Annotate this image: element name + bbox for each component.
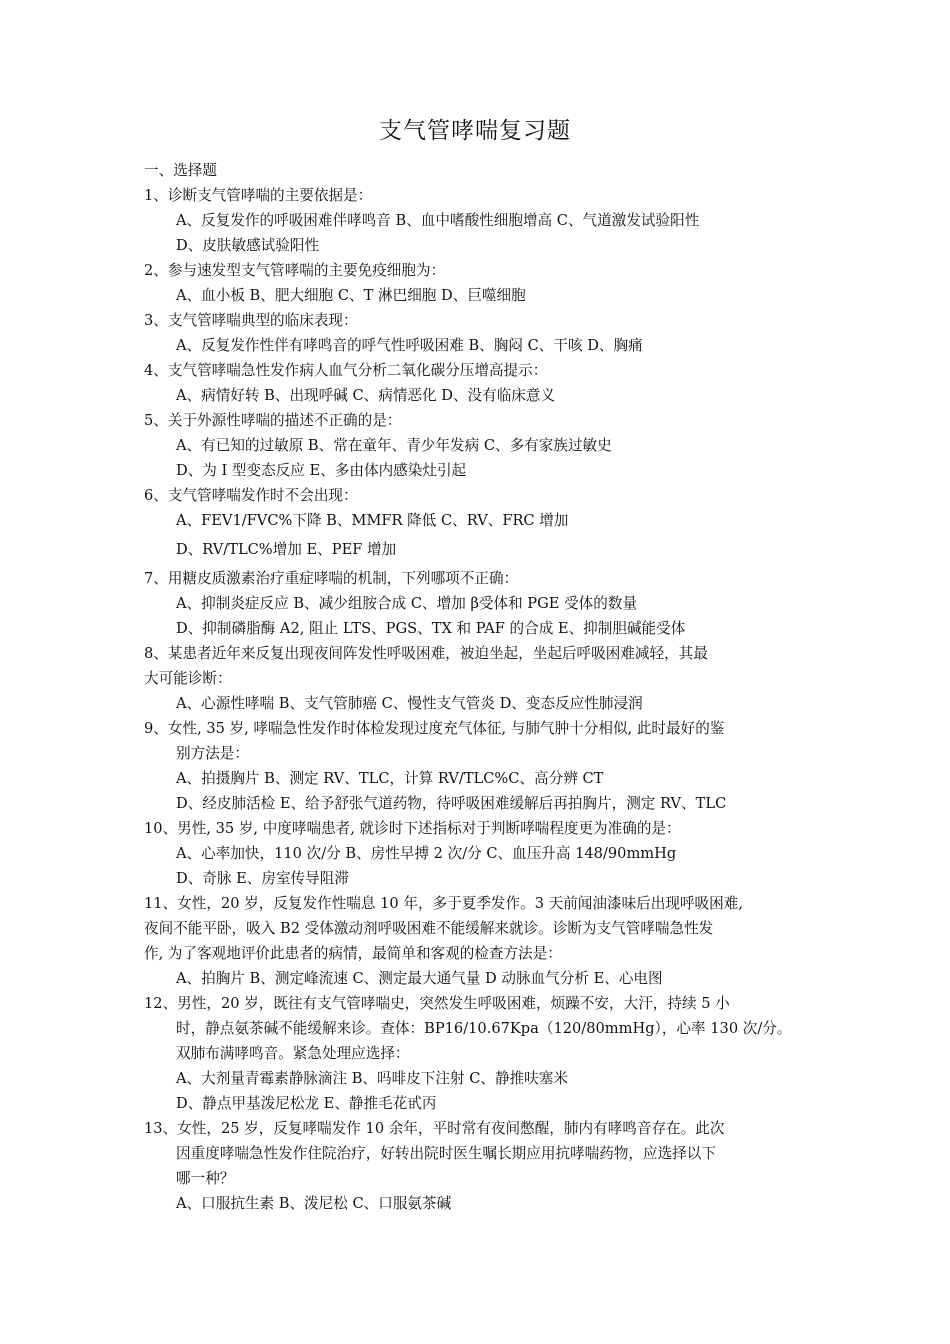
question-5: 5、关于外源性哮喘的描述不正确的是： — [144, 412, 402, 429]
question-5-options-b: D、为 I 型变态反应 E、多由体内感染灶引起 — [176, 462, 467, 479]
question-12-line-1: 12、男性，20 岁，既往有支气管哮喘史，突然发生呼吸困难，烦躁不安，大汗，持续 5 小 — [144, 995, 730, 1012]
question-5-options-a: A、有已知的过敏原 B、常在童年、青少年发病 C、多有家族过敏史 — [176, 437, 612, 454]
question-13-line-3: 哪一种？ — [176, 1170, 235, 1187]
question-3: 3、支气管哮喘典型的临床表现： — [144, 312, 358, 329]
question-10-options-b: D、奇脉 E、房室传导阻滞 — [176, 870, 349, 887]
question-8-options: A、心源性哮喘 B、支气管肺癌 C、慢性支气管炎 D、变态反应性肺浸润 — [176, 695, 643, 712]
question-7: 7、用糖皮质激素治疗重症哮喘的机制，下列哪项不正确： — [144, 570, 519, 587]
question-10: 10、男性, 35 岁, 中度哮喘患者, 就诊时下述指标对于判断哮喘程度更为准确的是： — [144, 820, 681, 837]
question-6: 6、支气管哮喘发作时不会出现： — [144, 487, 358, 504]
question-13-line-1: 13、女性，25 岁，反复哮喘发作 10 余年，平时常有夜间憋醒，肺内有哮鸣音存在。此次 — [144, 1120, 725, 1137]
question-6-options-a: A、FEV1/FVC%下降 B、MMFR 降低 C、RV、FRC 增加 — [176, 512, 569, 529]
question-9-line-1: 9、女性, 35 岁, 哮喘急性发作时体检发现过度充气体征, 与肺气肿十分相似, 此时最好的鉴 — [144, 720, 725, 737]
question-list — [144, 158, 814, 1216]
question-1-options-b: D、皮肤敏感试验阳性 — [176, 237, 320, 254]
question-4: 4、支气管哮喘急性发作病人血气分析二氧化碳分压增高提示： — [144, 362, 548, 379]
question-7-options-a: A、抑制炎症反应 B、减少组胺合成 C、增加 β受体和 PGE 受体的数量 — [176, 595, 638, 612]
document-title: 支气管哮喘复习题 — [379, 118, 571, 144]
question-11-line-3: 作, 为了客观地评价此患者的病情，最简单和客观的检查方法是： — [144, 945, 562, 962]
question-11-line-1: 11、女性，20 岁，反复发作性喘息 10 年，多于夏季发作。3 天前闻油漆味后出现呼吸困难, — [144, 895, 743, 912]
question-8-line-1: 8、某患者近年来反复出现夜间阵发性呼吸困难，被迫坐起，坐起后呼吸困难减轻，其最 — [144, 645, 708, 662]
section-heading: 一、选择题 — [144, 162, 217, 179]
question-7-options-b: D、抑制磷脂酶 A2, 阻止 LTS、PGS、TX 和 PAF 的合成 E、抑制胆碱能受体 — [176, 620, 686, 637]
question-12-line-2: 时，静点氨茶碱不能缓解来诊。查体：BP16/10.67Kpa（120/80mmHg），心率 130 次/分。 — [176, 1020, 792, 1037]
question-11-options: A、拍胸片 B、测定峰流速 C、测定最大通气量 D 动脉血气分析 E、心电图 — [176, 970, 663, 987]
question-12-options-a: A、大剂量青霉素静脉滴注 B、吗啡皮下注射 C、静推呋塞米 — [176, 1070, 568, 1087]
question-13-options: A、口服抗生素 B、泼尼松 C、口服氨茶碱 — [176, 1195, 452, 1212]
question-9-line-2: 别方法是： — [176, 745, 249, 762]
question-3-options: A、反复发作性伴有哮鸣音的呼气性呼吸困难 B、胸闷 C、干咳 D、胸痛 — [176, 337, 643, 354]
question-4-options: A、病情好转 B、出现呼碱 C、病情恶化 D、没有临床意义 — [176, 387, 556, 404]
question-6-options-b: D、RV/TLC%增加 E、PEF 增加 — [176, 541, 397, 558]
question-9-options-a: A、拍摄胸片 B、测定 RV、TLC，计算 RV/TLC%C、高分辨 CT — [176, 770, 604, 787]
question-12-options-b: D、静点甲基泼尼松龙 E、静推毛花甙丙 — [176, 1095, 437, 1112]
question-2-options: A、血小板 B、肥大细胞 C、T 淋巴细胞 D、巨噬细胞 — [176, 287, 526, 304]
question-11-line-2: 夜间不能平卧，吸入 B2 受体激动剂呼吸困难不能缓解来就诊。诊断为支气管哮喘急性发 — [144, 920, 714, 937]
question-13-line-2: 因重度哮喘急性发作住院治疗，好转出院时医生嘱长期应用抗哮喘药物，应选择以下 — [176, 1145, 716, 1162]
question-9-options-b: D、经皮肺活检 E、给予舒张气道药物，待呼吸困难缓解后再拍胸片，测定 RV、TLC — [176, 795, 727, 812]
question-8-line-2: 大可能诊断： — [144, 670, 232, 687]
question-1: 1、诊断支气管哮喘的主要依据是： — [144, 187, 373, 204]
question-10-options-a: A、心率加快，110 次/分 B、房性早搏 2 次/分 C、血压升高 148/90mmHg — [176, 845, 677, 862]
question-2: 2、参与速发型支气管哮喘的主要免疫细胞为： — [144, 262, 446, 279]
question-1-options-a: A、反复发作的呼吸困难伴哮鸣音 B、血中嗜酸性细胞增高 C、气道激发试验阳性 — [176, 212, 700, 229]
question-12-line-3: 双肺布满哮鸣音。紧急处理应选择： — [176, 1045, 410, 1062]
